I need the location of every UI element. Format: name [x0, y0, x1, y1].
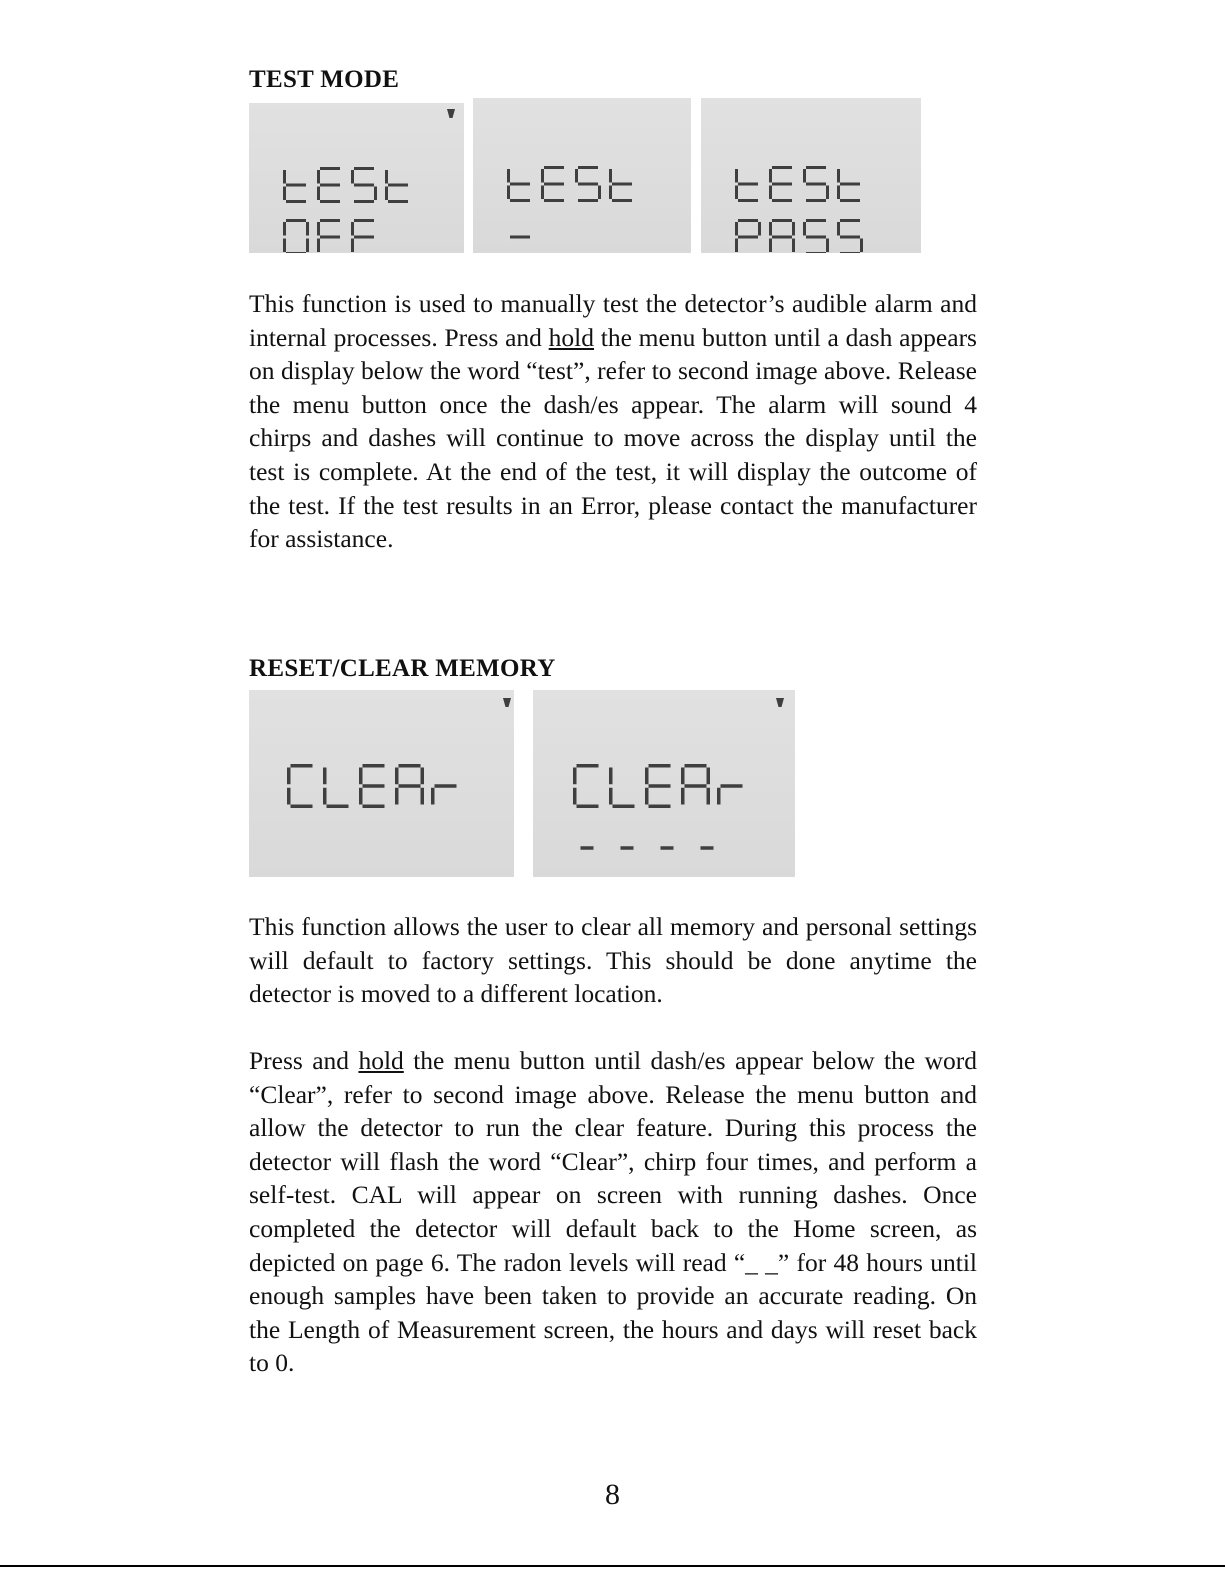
lcd-segment [317, 222, 320, 236]
lcd-segment [837, 222, 840, 236]
lcd-segment [649, 764, 671, 768]
page-number: 8 [605, 1478, 620, 1511]
lcd-segment [609, 169, 612, 183]
emphasis-hold: hold [358, 1046, 404, 1075]
lcd-segments [533, 690, 795, 877]
lcd-segment [323, 768, 327, 785]
lcd-segment [354, 184, 374, 187]
lcd-segment [837, 186, 840, 200]
lcd-segment [283, 222, 286, 236]
lcd-segment [772, 236, 792, 239]
lcd-segment [354, 236, 374, 239]
lcd-segment [320, 236, 340, 239]
reset-clear-instructions [249, 1044, 977, 1380]
text-run: This function is used to manually test the detector’s audible alarm and internal processes. Press and [249, 289, 977, 352]
lcd-segment [772, 166, 792, 169]
lcd-segment [840, 199, 860, 202]
lcd-segment [685, 784, 707, 788]
lcd-segment [395, 788, 399, 805]
lcd-segment [578, 166, 598, 169]
lcd-segments [249, 690, 514, 877]
lcd-segment [323, 788, 327, 805]
lcd-segment [354, 167, 374, 170]
lcd-segment [541, 186, 544, 200]
lcd-segment [806, 252, 826, 253]
lcd-segment [573, 788, 577, 805]
lcd-segment [385, 170, 388, 184]
lcd-segment [286, 252, 306, 253]
lcd-segment [826, 186, 829, 200]
lcd-segment [541, 169, 544, 183]
lcd-segment [510, 183, 530, 186]
lcd-segment [286, 219, 306, 222]
lcd-segment [435, 784, 457, 788]
lcd-segment [317, 170, 320, 184]
lcd-segment [421, 788, 425, 805]
lcd-segment [806, 219, 826, 222]
lcd-segment [826, 239, 829, 253]
lcd-segment [287, 768, 291, 785]
lcd-segment [758, 222, 761, 236]
lcd-segment [359, 788, 363, 805]
lcd-segment [363, 784, 385, 788]
lcd-segment [306, 239, 309, 253]
lcd-segment [769, 239, 772, 253]
section-heading-test-mode: TEST MODE [249, 66, 400, 93]
lcd-segment [860, 239, 863, 253]
lcd-segment [320, 184, 340, 187]
lcd-segment [286, 184, 306, 187]
lcd-indicator-mark [447, 109, 455, 118]
lcd-segment [738, 199, 758, 202]
test-mode-description [249, 287, 977, 556]
lcd-segment [359, 768, 363, 785]
lcd-segment [385, 187, 388, 201]
lcd-segment [577, 764, 599, 768]
lcd-segments [473, 98, 691, 253]
lcd-segment [681, 768, 685, 785]
lcd-segment [351, 222, 354, 236]
text-run: the menu button until dash/es appear below the word “Clear”, refer to second image above. Release the menu button and allow the detector to run the clear feature. During this process the detector will flash the word “Clear”, chirp four times, and perform a self-test. CAL will appear on screen with running dashes. Once completed the detector will default back to the Home screen, as depicted on page 6. The radon levels will read “_ _” for 48 hours until enough samples have been taken to provide an accurate reading. On the Length of Measurement screen, the hours and days will reset back to 0. [249, 1046, 977, 1378]
lcd-segment [772, 219, 792, 222]
lcd-segment [320, 167, 340, 170]
lcd-segment [840, 252, 860, 253]
lcd-segment [792, 222, 795, 236]
lcd-segment [803, 222, 806, 236]
lcd-segment [772, 183, 792, 186]
lcd-segment [374, 187, 377, 201]
lcd-indicator-mark [776, 698, 784, 707]
lcd-segment [681, 788, 685, 805]
text-run: Press and [249, 1046, 359, 1075]
lcd-segment [421, 768, 425, 785]
lcd-segment [661, 846, 674, 850]
lcd-segment [283, 239, 286, 253]
lcd-segment [621, 846, 634, 850]
lcd-segment [685, 764, 707, 768]
lcd-segment [363, 805, 385, 809]
lcd-segment [717, 788, 721, 805]
lcd-segment [645, 768, 649, 785]
lcd-segment [837, 169, 840, 183]
lcd-segment [575, 169, 578, 183]
lcd-segment [291, 805, 313, 809]
lcd-segment [388, 184, 408, 187]
lcd-segment [544, 183, 564, 186]
lcd-segment [317, 239, 320, 253]
lcd-segment [840, 219, 860, 222]
lcd-segment [578, 183, 598, 186]
lcd-display-test-running [473, 98, 691, 253]
lcd-segment [510, 199, 530, 202]
lcd-segment [612, 199, 632, 202]
lcd-segment [320, 219, 340, 222]
lcd-segment [613, 805, 635, 809]
lcd-segment [738, 219, 758, 222]
lcd-segment [612, 183, 632, 186]
lcd-segment [806, 166, 826, 169]
reset-clear-description: This function allows the user to clear all memory and personal settings will default to factory settings. This should be done anytime the detector is moved to a different location. [249, 912, 977, 1009]
lcd-segment [769, 186, 772, 200]
lcd-segment [609, 768, 613, 785]
lcd-segment [351, 239, 354, 253]
lcd-segment [399, 784, 421, 788]
lcd-segment [507, 169, 510, 183]
lcd-segment [354, 200, 374, 203]
lcd-segment [707, 768, 711, 785]
lcd-indicator-mark [503, 698, 511, 707]
lcd-segment [792, 239, 795, 253]
lcd-segment [577, 805, 599, 809]
lcd-segment [351, 170, 354, 184]
lcd-segment [578, 199, 598, 202]
lcd-segment [283, 170, 286, 184]
lcd-segment [772, 199, 792, 202]
lcd-segment [395, 768, 399, 785]
lcd-segment [317, 187, 320, 201]
lcd-segment [735, 222, 738, 236]
lcd-display-clear [249, 690, 514, 877]
lcd-segment [721, 784, 743, 788]
lcd-segment [735, 169, 738, 183]
lcd-segment [320, 200, 340, 203]
lcd-display-test-off [249, 103, 464, 253]
lcd-segment [806, 236, 826, 239]
lcd-segment [701, 846, 714, 850]
lcd-segment [327, 805, 349, 809]
lcd-segment [283, 187, 286, 201]
lcd-segment [645, 788, 649, 805]
lcd-segment [598, 186, 601, 200]
lcd-display-clear-dashes [533, 690, 795, 877]
lcd-segment [399, 764, 421, 768]
lcd-segment [738, 236, 758, 239]
lcd-segment [363, 764, 385, 768]
lcd-segment [581, 846, 594, 850]
lcd-segment [769, 222, 772, 236]
lcd-segment [806, 183, 826, 186]
lcd-segments [249, 103, 464, 253]
lcd-segment [707, 788, 711, 805]
lcd-segment [735, 186, 738, 200]
lcd-segment [354, 219, 374, 222]
lcd-segment [291, 764, 313, 768]
lcd-segment [287, 788, 291, 805]
text-run: the menu button until a dash appears on display below the word “test”, refer to second image above. Release the menu button once the dash/es appear. The alarm will sound 4 chirps and dashes will continue to move across the display until the test is complete. At the end of the test, it will display the outcome of the test. If the test results in an Error, please contact the manufacturer for assistance. [249, 322, 977, 554]
lcd-segment [803, 169, 806, 183]
lcd-segment [649, 805, 671, 809]
lcd-segments [701, 98, 921, 253]
lcd-segment [306, 222, 309, 236]
lcd-segment [609, 788, 613, 805]
lcd-segment [431, 788, 435, 805]
lcd-segment [649, 784, 671, 788]
lcd-segment [510, 236, 530, 239]
lcd-segment [806, 199, 826, 202]
lcd-segment [544, 166, 564, 169]
lcd-segment [286, 200, 306, 203]
lcd-display-test-pass [701, 98, 921, 253]
section-heading-reset-clear: RESET/CLEAR MEMORY [249, 655, 556, 682]
lcd-segment [609, 186, 612, 200]
lcd-segment [840, 183, 860, 186]
lcd-segment [573, 768, 577, 785]
lcd-segment [769, 169, 772, 183]
lcd-segment [544, 199, 564, 202]
lcd-segment [507, 186, 510, 200]
lcd-segment [738, 183, 758, 186]
page-bottom-rule [0, 1565, 1225, 1567]
lcd-segment [735, 239, 738, 253]
emphasis-hold: hold [548, 322, 595, 352]
lcd-segment [388, 200, 408, 203]
lcd-segment [840, 236, 860, 239]
